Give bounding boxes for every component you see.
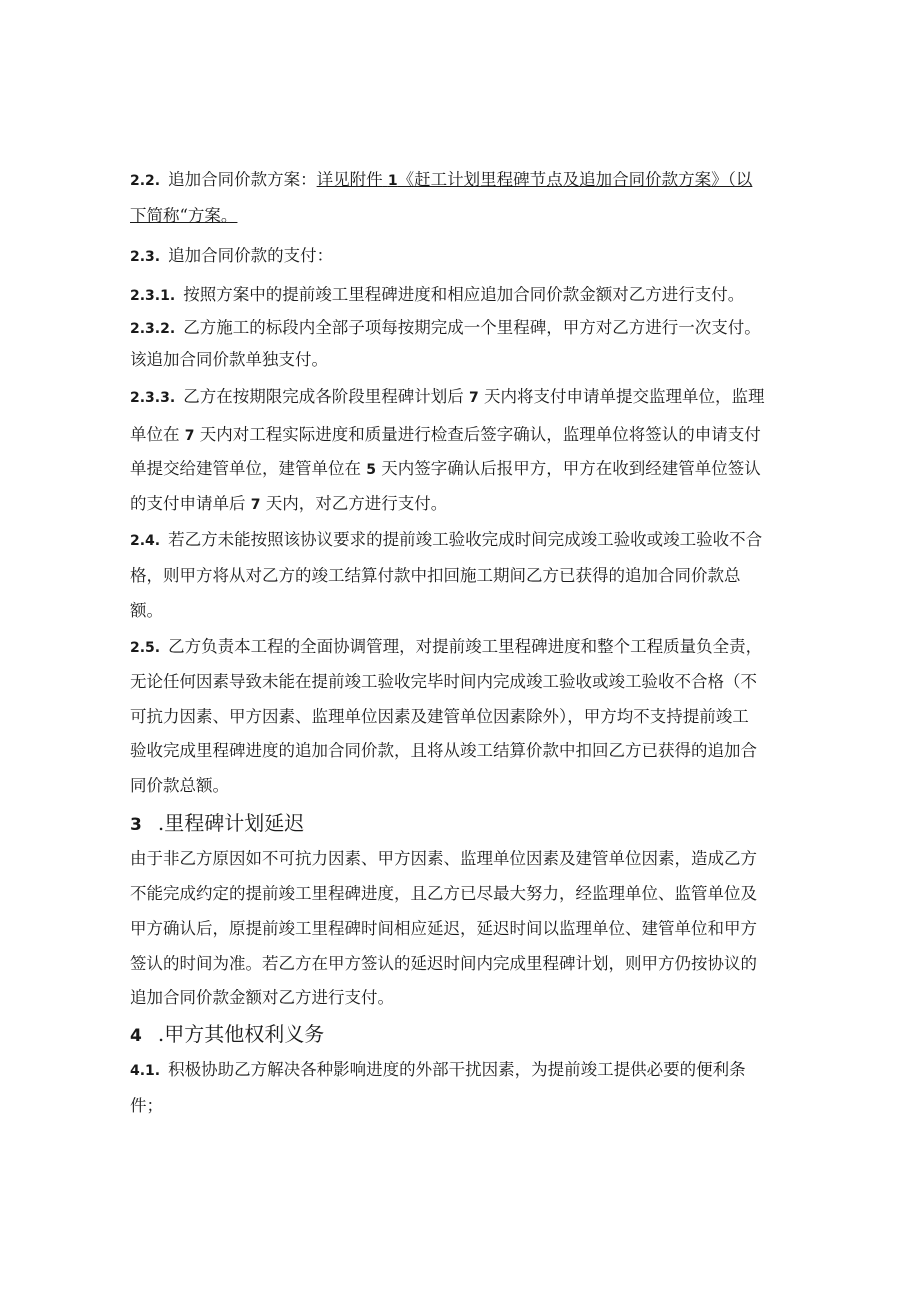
clause-4-1-line-2: 件； xyxy=(130,1096,163,1115)
clause-number: 2.3.2. xyxy=(130,321,176,337)
clause-number: 2.5. xyxy=(130,640,161,656)
clause-2-3 xyxy=(130,246,333,267)
clause-text: 乙方负责本工程的全面协调管理，对提前竣工里程碑进度和整个工程质量负全责， xyxy=(168,637,763,656)
clause-number: 2.2. xyxy=(130,173,161,189)
section-3-heading xyxy=(130,811,304,837)
section-3-line-3: 甲方确认后，原提前竣工里程碑时间相应延迟，延迟时间以监理单位、建管单位和甲方 xyxy=(130,919,757,938)
attachment-reference-cont: 下简称“方案。 xyxy=(130,206,238,225)
section-number: 4 xyxy=(130,1026,142,1046)
clause-number: 4.1. xyxy=(130,1063,161,1079)
clause-number: 2.3.1. xyxy=(130,288,176,304)
clause-text: 追加合同价款的支付： xyxy=(168,246,334,265)
clause-2-2-line-1 xyxy=(130,170,752,191)
section-3-line-5: 追加合同价款金额对乙方进行支付。 xyxy=(130,988,394,1007)
clause-2-3-1 xyxy=(130,285,744,306)
clause-2-3-3-line-3: 单提交给建管单位，建管单位在 5 天内签字确认后报甲方，甲方在收到经建管单位签认 xyxy=(130,459,761,478)
clause-2-4-line-3: 额。 xyxy=(130,601,163,620)
clause-number: 2.4. xyxy=(130,533,161,549)
section-number: 3 xyxy=(130,815,142,835)
clause-label: 追加合同价款方案： xyxy=(168,170,317,189)
clause-text: 乙方施工的标段内全部子项每按期完成一个里程碑，甲方对乙方进行一次支付。 xyxy=(183,318,761,337)
clause-2-4-line-1 xyxy=(130,530,762,551)
section-title: .里程碑计划延迟 xyxy=(157,811,305,835)
clause-2-5-line-5: 同价款总额。 xyxy=(130,776,229,795)
section-3-line-1: 由于非乙方原因如不可抗力因素、甲方因素、监理单位因素及建管单位因素，造成乙方 xyxy=(130,849,757,868)
clause-number: 2.3. xyxy=(130,249,161,265)
clause-2-4-line-2: 格，则甲方将从对乙方的竣工结算付款中扣回施工期间乙方已获得的追加合同价款总 xyxy=(130,566,741,585)
attachment-reference: 详见附件 1《赶工计划里程碑节点及追加合同价款方案》（以 xyxy=(316,170,753,189)
clause-2-5-line-4: 验收完成里程碑进度的追加合同价款，且将从竣工结算价款中扣回乙方已获得的追加合 xyxy=(130,741,757,760)
clause-number: 2.3.3. xyxy=(130,390,176,406)
clause-2-3-2-line-2: 该追加合同价款单独支付。 xyxy=(130,350,328,369)
clause-2-5-line-2: 无论任何因素导致未能在提前竣工验收完毕时间内完成竣工验收或竣工验收不合格（不 xyxy=(130,672,757,691)
clause-2-5-line-1 xyxy=(130,637,762,658)
section-4-heading xyxy=(130,1022,324,1048)
clause-text: 若乙方未能按照该协议要求的提前竣工验收完成时间完成竣工验收或竣工验收不合 xyxy=(168,530,763,549)
clause-2-3-3-line-1: 2.3.3. 乙方在按期限完成各阶段里程碑计划后 7 天内将支付申请单提交监理单位，监理 xyxy=(130,387,765,406)
section-title: .甲方其他权利义务 xyxy=(157,1022,325,1046)
clause-2-2-line-2 xyxy=(130,206,237,226)
clause-2-5-line-3: 可抗力因素、甲方因素、监理单位因素及建管单位因素除外），甲方均不支持提前竣工 xyxy=(130,707,749,726)
section-3-line-4: 签认的时间为准。若乙方在甲方签认的延迟时间内完成里程碑计划，则甲方仍按协议的 xyxy=(130,954,757,973)
clause-text: 按照方案中的提前竣工里程碑进度和相应追加合同价款金额对乙方进行支付。 xyxy=(183,285,745,304)
clause-text: 积极协助乙方解决各种影响进度的外部干扰因素，为提前竣工提供必要的便利条 xyxy=(168,1060,746,1079)
clause-2-3-3-line-2: 单位在 7 天内对工程实际进度和质量进行检查后签字确认，监理单位将签认的申请支付 xyxy=(130,425,761,444)
clause-2-3-3-line-4: 的支付申请单后 7 天内，对乙方进行支付。 xyxy=(130,494,448,513)
section-3-line-2: 不能完成约定的提前竣工里程碑进度，且乙方已尽最大努力，经监理单位、监管单位及 xyxy=(130,884,757,903)
clause-4-1-line-1 xyxy=(130,1060,746,1081)
clause-2-3-2-line-1 xyxy=(130,318,761,339)
